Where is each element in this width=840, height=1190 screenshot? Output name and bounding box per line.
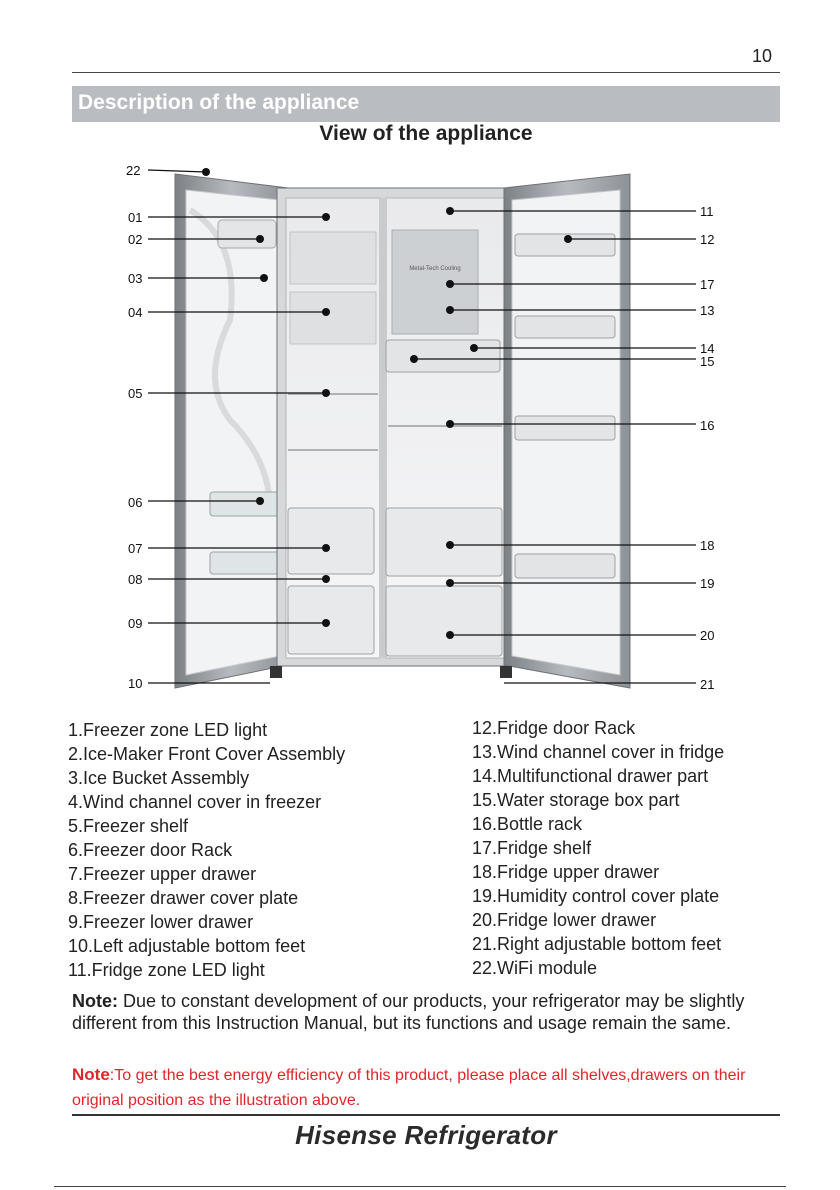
- callout-20: 20: [700, 628, 715, 643]
- legend-item: 6.Freezer door Rack: [68, 840, 233, 860]
- note-text: Due to constant development of our products, your refrigerator may be slightly different from this Instruction Manual, but its functions and usage remain the same.: [72, 991, 745, 1033]
- callout-01: 01: [128, 210, 143, 225]
- page-number: 10: [751, 46, 772, 66]
- legend-item: 16.Bottle rack: [472, 814, 583, 834]
- legend-item: 5.Freezer shelf: [68, 816, 189, 836]
- legend-item: 10.Left adjustable bottom feet: [68, 936, 306, 956]
- cabinet: [277, 188, 511, 666]
- note-energy-text: :To get the best energy efficiency of this product, please place all shelves,drawers on their original position as the illustration above.: [72, 1067, 746, 1109]
- note-label: Note:: [72, 991, 118, 1011]
- bottom-divider: [54, 1186, 786, 1187]
- legend-item: 9.Freezer lower drawer: [68, 912, 254, 932]
- metal-tech-panel-text: Metal-Tech Cooling: [409, 266, 461, 272]
- legend-item: 3.Ice Bucket Assembly: [68, 768, 250, 788]
- legend-item: 18.Fridge upper drawer: [472, 862, 660, 882]
- note-general: [72, 990, 772, 1034]
- legend-item: 8.Freezer drawer cover plate: [68, 888, 299, 908]
- legend-item: 4.Wind channel cover in freezer: [68, 792, 322, 812]
- legend-item: 11.Fridge zone LED light: [68, 960, 265, 980]
- callout-03: 03: [128, 271, 143, 286]
- callout-04: 04: [128, 305, 143, 320]
- legend-item: 21.Right adjustable bottom feet: [472, 934, 722, 954]
- callout-21: 21: [700, 677, 715, 692]
- callout-12: 12: [700, 232, 715, 247]
- freezer-door: [175, 174, 288, 688]
- appliance-figure: [120, 160, 740, 700]
- legend-item: 7.Freezer upper drawer: [68, 864, 257, 884]
- fridge-door: [504, 174, 630, 688]
- legend-item: 19.Humidity control cover plate: [472, 886, 720, 906]
- callout-06: 06: [128, 495, 143, 510]
- note-energy-label: Note: [72, 1065, 110, 1084]
- callout-08: 08: [128, 572, 143, 587]
- figure-title: View of the appliance: [319, 122, 533, 145]
- callout-02: 02: [128, 232, 143, 247]
- callout-13: 13: [700, 303, 715, 318]
- note-energy: [72, 1062, 792, 1113]
- legend-left: [68, 718, 345, 982]
- callout-19: 19: [700, 576, 715, 591]
- brand-footer: Hisense Refrigerator: [295, 1120, 557, 1150]
- callout-15: 15: [700, 354, 715, 369]
- section-header: Description of the appliance: [72, 86, 780, 122]
- legend-item: 15.Water storage box part: [472, 790, 680, 810]
- top-divider: [72, 72, 780, 73]
- legend-right: [472, 716, 724, 980]
- callout-14: 14: [700, 341, 715, 356]
- refrigerator-illustration: [120, 160, 740, 700]
- legend-item: 12.Fridge door Rack: [472, 718, 636, 738]
- legend-item: 1.Freezer zone LED light: [68, 720, 268, 740]
- legend-item: 13.Wind channel cover in fridge: [472, 742, 725, 762]
- legend-item: 20.Fridge lower drawer: [472, 910, 657, 930]
- legend-item: 2.Ice-Maker Front Cover Assembly: [68, 744, 346, 764]
- legend-item: 17.Fridge shelf: [472, 838, 592, 858]
- callout-22: 22: [126, 163, 141, 178]
- callout-17: 17: [700, 277, 715, 292]
- callout-07: 07: [128, 541, 143, 556]
- callout-10: 10: [128, 676, 143, 691]
- callout-05: 05: [128, 386, 143, 401]
- callout-18: 18: [700, 538, 715, 553]
- callout-09: 09: [128, 616, 143, 631]
- legend-item: 22.WiFi module: [472, 958, 598, 978]
- callout-11: 11: [700, 204, 714, 219]
- brand-divider: [72, 1114, 780, 1116]
- legend-item: 14.Multifunctional drawer part: [472, 766, 709, 786]
- callout-16: 16: [700, 418, 715, 433]
